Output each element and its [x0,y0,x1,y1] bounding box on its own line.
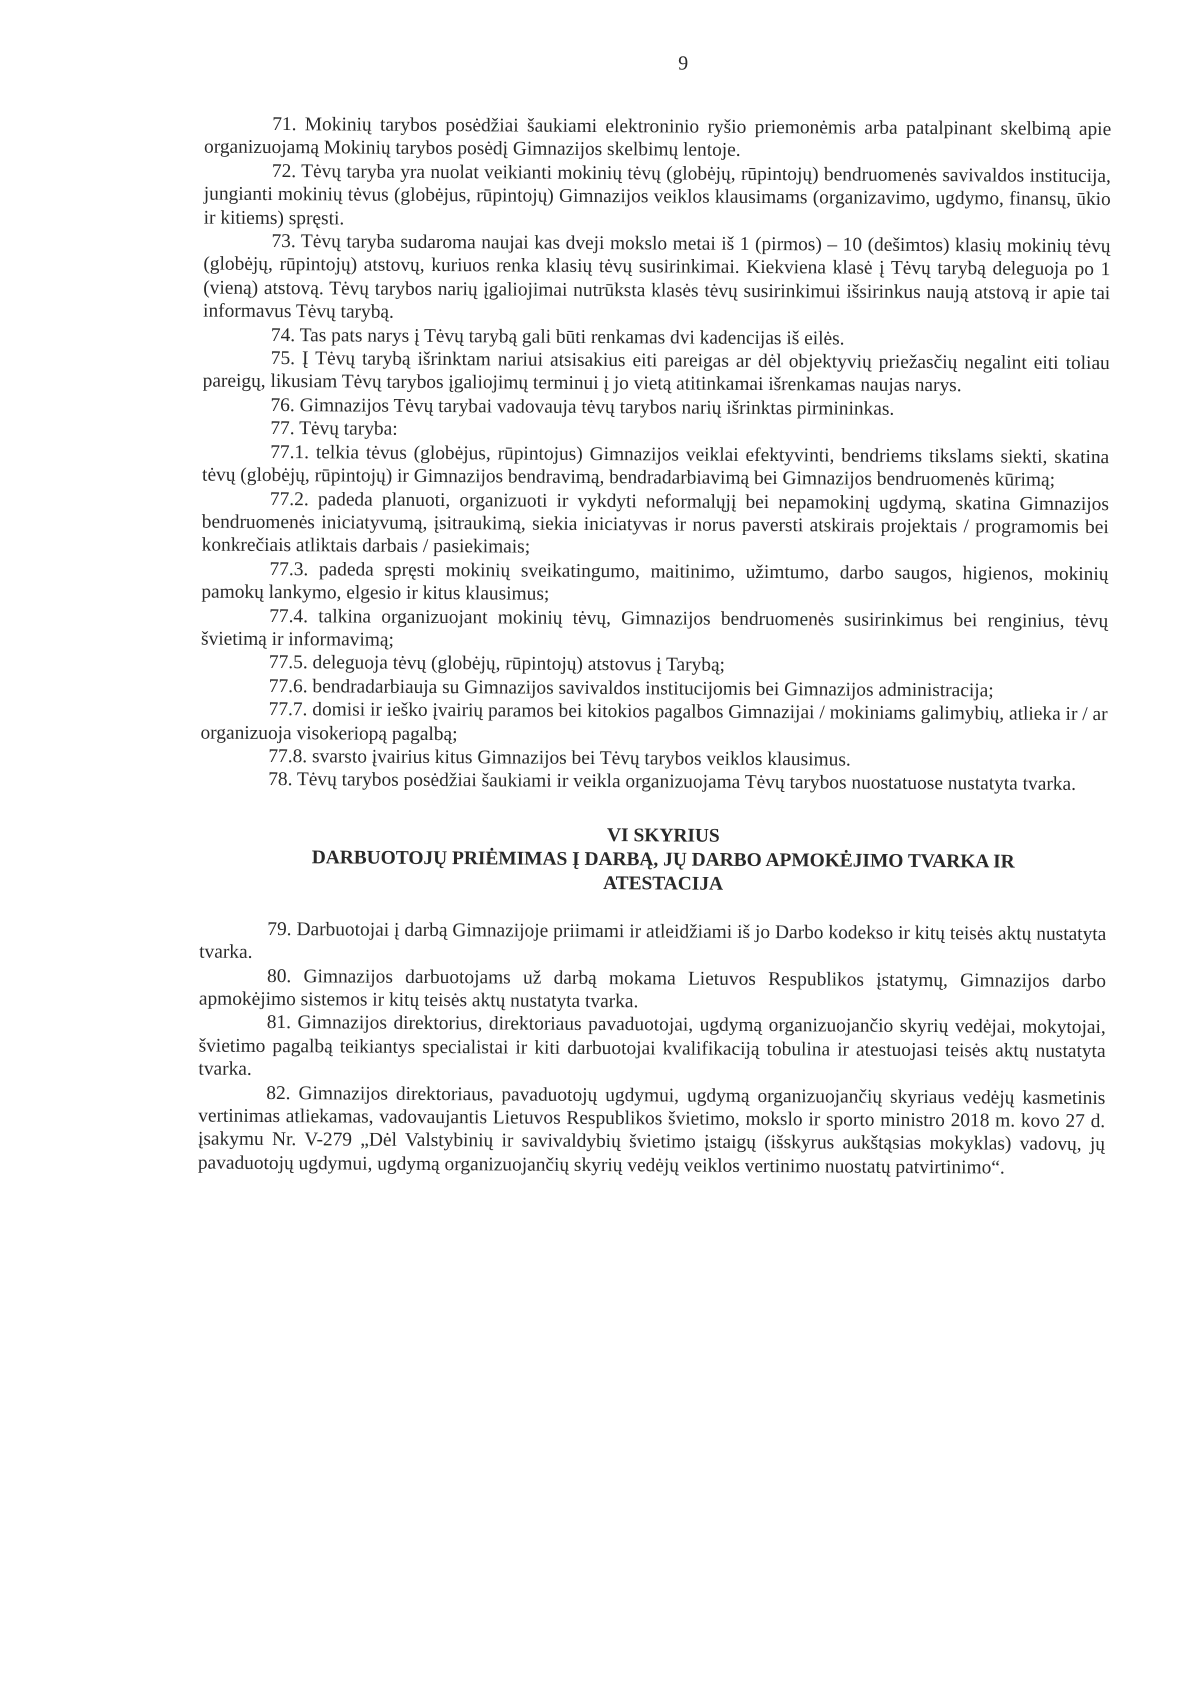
paragraph-73: 73. Tėvų taryba sudaroma naujai kas dveji mokslo metai iš 1 (pirmos) – 10 (dešimtos) klasių mokinių tėvų (globėjų, rūpintojų) atstovų, kuriuos renka klasių tėvų susirinkimai. Kiekviena klasė į Tėvų tarybą deleguoja po 1 (vieną) atstovą. Tėvų tarybos narių įgaliojimai nutrūksta klasės tėvų susirinkimui išsirinkus naują atstovą ir apie tai informavus Tėvų tarybą. [203,231,1111,323]
paragraph-77-6: 77.6. bendradarbiauja su Gimnazijos savivaldos institucijomis bei Gimnazijos administracija; [268,675,994,702]
paragraph-79: 79. Darbuotojai į darbą Gimnazijoje priimami ir atleidžiami iš jo Darbo kodekso ir kitų teisės aktų nustatyta tvarka. [199,918,1107,964]
page-number: 9 [678,52,689,75]
section-heading [200,821,1107,899]
paragraphs-bottom [198,917,1107,1180]
section-number: VI SKYRIUS [607,824,720,847]
paragraph-77-2: 77.2. padeda planuoti, organizuoti ir vykdyti neformalųjį bei nepamokinį ugdymą, skatina Gimnazijos bendruomenės iniciatyvumą, įsitraukimą, siekia iniciatyvas ir norus paversti atskirais projektais / programomis bei konkrečiais atliktais darbais / pasiekimais; [201,488,1109,558]
paragraph-77-4: 77.4. talkina organizuojant mokinių tėvų, Gimnazijos bendruomenės susirinkimus bei renginius, tėvų švietimą ir informavimą; [201,605,1109,651]
section-title-line-1: DARBUOTOJŲ PRIĖMIMAS Į DARBĄ, JŲ DARBO APMOKĖJIMO TVARKA IR [311,847,1015,873]
paragraph-78: 78. Tėvų tarybos posėdžiai šaukiami ir veikla organizuojama Tėvų tarybos nuostatuose nustatyta tvarka. [268,769,1077,796]
paragraph-77-5: 77.5. deleguoja tėvų (globėjų, rūpintojų) atstovus į Tarybą; [268,652,726,677]
paragraph-80: 80. Gimnazijos darbuotojams už darbą mokama Lietuvos Respublikos įstatymų, Gimnazijos darbo apmokėjimo sistemos ir kitų teisės aktų nustatyta tvarka. [198,965,1107,1013]
paragraph-72: 72. Tėvų taryba yra nuolat veikianti mokinių tėvų (globėjų, rūpintojų) bendruomenės savivaldos institucija, jungianti mokinių tėvus (globėjus, rūpintojų) Gimnazijos veiklos klausimams (organizavimo, ugdymo, finansų, ūkio ir kitiems) spręsti. [203,160,1111,230]
paragraph-76: 76. Gimnazijos Tėvų tarybai vadovauja tėvų tarybos narių išrinktas pirmininkas. [270,394,895,420]
section-title-line-2: ATESTACIJA [603,872,724,895]
paragraph-77-8: 77.8. svarsto įvairius kitus Gimnazijos bei Tėvų tarybos veiklos klausimus. [268,745,851,771]
paragraph-77: 77. Tėvų taryba: [270,418,398,441]
paragraph-77-7: 77.7. domisi ir ieško įvairių paramos bei kitokios pagalbos Gimnazijai / mokiniams galimybių, atlieka ir / ar organizuoja visokeriopą pagalbą; [200,699,1108,745]
paragraph-74: 74. Tas pats narys į Tėvų tarybą gali būti renkamas dvi kadencijas iš eilės. [270,324,845,350]
paragraph-77-1: 77.1. telkia tėvus (globėjus, rūpintojus) Gimnazijos veiklai efektyvinti, bendriems tikslams siekti, skatina tėvų (globėjų, rūpintojų) ir Gimnazijos bendravimą, bendradarbiavimą bei Gimnazijos bendruomenės kūrimą; [202,441,1110,491]
paragraph-81: 81. Gimnazijos direktorius, direktoriaus pavaduotojai, ugdymą organizuojančio skyrių vedėjai, mokytojai, švietimo pagalbą teikiantys specialistai ir kiti darbuotojai kvalifikaciją tobulina ir atestuojasi teisės aktų nustatyta tvarka. [198,1012,1106,1081]
paragraph-77-3: 77.3. padeda spręsti mokinių sveikatingumo, maitinimo, užimtumo, darbo saugos, higienos, mokinių pamokų lankymo, elgesio ir kitus klausimus; [201,558,1109,605]
paragraphs-top [200,113,1111,797]
paragraph-82: 82. Gimnazijos direktoriaus, pavaduotojų ugdymui, ugdymą organizuojančių skyriaus vedėjų kasmetinis vertinimas atliekamas, vadovaujantis Lietuvos Respublikos švietimo, mokslo ir sporto ministro 2018 m. kovo 27 d. įsakymu Nr. V-279 „Dėl Valstybinių ir savivaldybių švietimo įstaigų (išskyrus aukštąsias mokyklas) vadovų, jų pavaduotojų ugdymui, ugdymą organizuojančių skyrių vedėjų veiklos vertinimo nuostatų patvirtinimo“. [197,1082,1106,1179]
paragraph-75: 75. Į Tėvų tarybą išrinktam nariui atsisakius eiti pareigas ar dėl objektyvių priežasčių negalint eiti toliau pareigų, likusiam Tėvų tarybos įgaliojimų terminui į jo vietą atitinkamai išrenkamas naujas narys. [202,348,1110,397]
paragraph-71: 71. Mokinių tarybos posėdžiai šaukiami elektroninio ryšio priemonėmis arba patalpinant skelbimą apie organizuojamą Mokinių tarybos posėdį Gimnazijos skelbimų lentoje. [204,114,1112,162]
